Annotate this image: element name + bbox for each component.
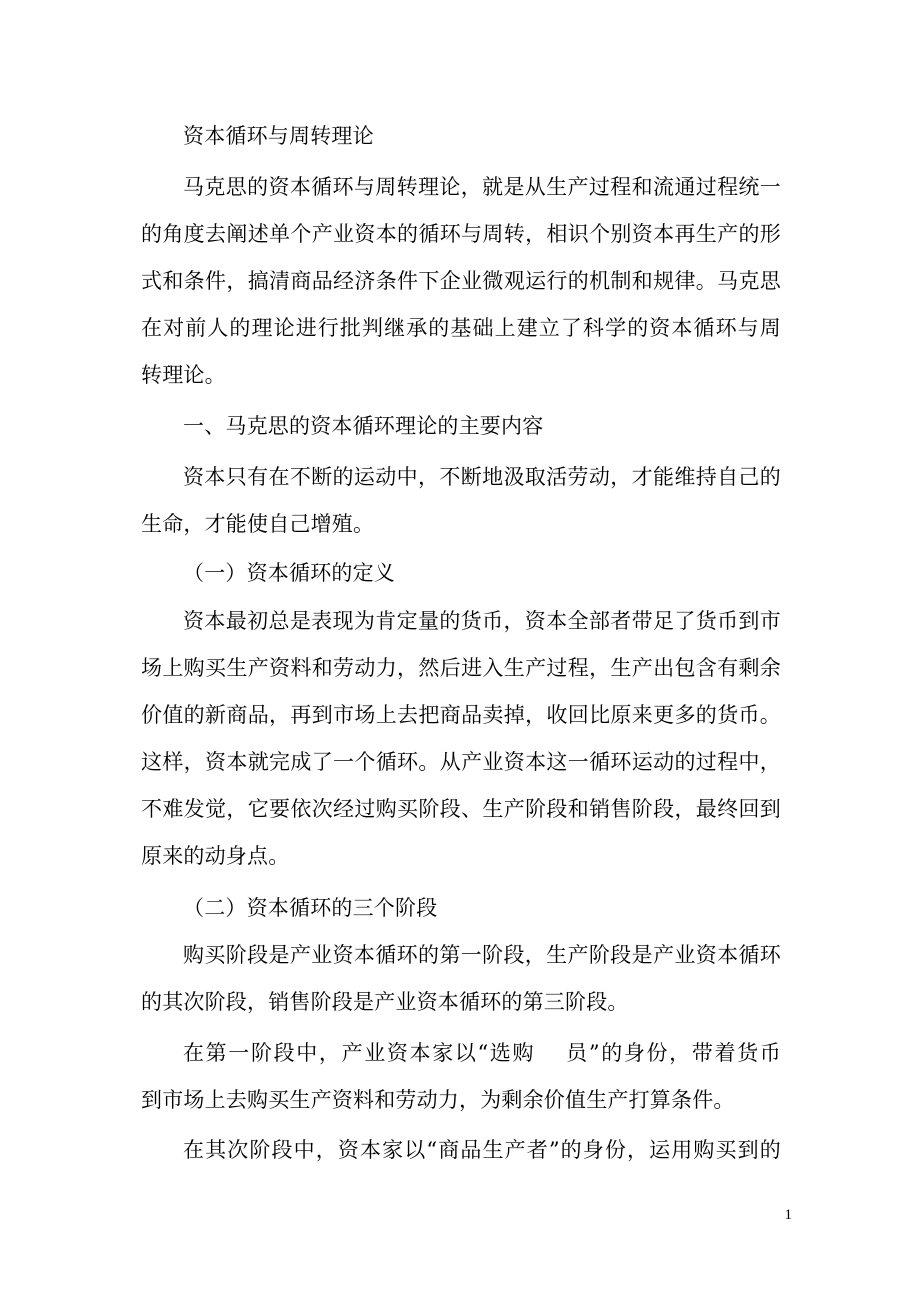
paragraph-line: 这样，资本就完成了一个循环。从产业资本这一循环运动的过程中， — [141, 750, 781, 774]
subsection-heading: （二）资本循环的三个阶段 — [183, 896, 438, 920]
paragraph-line: 式和条件，搞清商品经济条件下企业微观运行的机制和规律。马克思 — [141, 269, 781, 293]
paragraph-line: 购买阶段是产业资本循环的第一阶段，生产阶段是产业资本循环 — [183, 943, 781, 967]
paragraph-line: 不难发觉，它要依次经过购买阶段、生产阶段和销售阶段，最终回到 — [141, 797, 781, 821]
paragraph-line: 在第一阶段中，产业资本家以“选购 员”的身份，带着货币 — [183, 1041, 781, 1065]
paragraph-line: 的角度去阐述单个产业资本的循环与周转，相识个别资本再生产的形 — [141, 222, 781, 246]
paragraph-line: 资本只有在不断的运动中，不断地汲取活劳动，才能维持自己的 — [183, 465, 781, 489]
paragraph-line: 资本最初总是表现为肯定量的货币，资本全部者带足了货币到市 — [183, 609, 781, 633]
section-heading: 一、马克思的资本循环理论的主要内容 — [183, 414, 544, 438]
paragraph-line: 生命，才能使自己增殖。 — [141, 512, 375, 536]
paragraph-line: 原来的动身点。 — [141, 844, 290, 868]
paragraph-line: 在对前人的理论进行批判继承的基础上建立了科学的资本循环与周 — [141, 316, 781, 340]
paragraph-line: 马克思的资本循环与周转理论，就是从生产过程和流通过程统一 — [183, 175, 781, 199]
paragraph-line: 场上购买生产资料和劳动力，然后进入生产过程，生产出包含有剩余 — [141, 656, 781, 680]
paragraph-line: 价值的新商品，再到市场上去把商品卖掉，收回比原来更多的货币。 — [141, 703, 781, 727]
heading-title: 资本循环与周转理论 — [183, 124, 374, 148]
paragraph-line: 到市场上去购买生产资料和劳动力，为剩余价值生产打算条件。 — [141, 1088, 735, 1112]
paragraph-line: 的其次阶段，销售阶段是产业资本循环的第三阶段。 — [141, 990, 629, 1014]
subsection-heading: （一）资本循环的定义 — [183, 561, 395, 585]
paragraph-line: 在其次阶段中，资本家以“商品生产者”的身份，运用购买到的 — [183, 1138, 781, 1162]
paragraph-line: 转理论。 — [141, 363, 226, 387]
page-number: 1 — [784, 1207, 792, 1223]
